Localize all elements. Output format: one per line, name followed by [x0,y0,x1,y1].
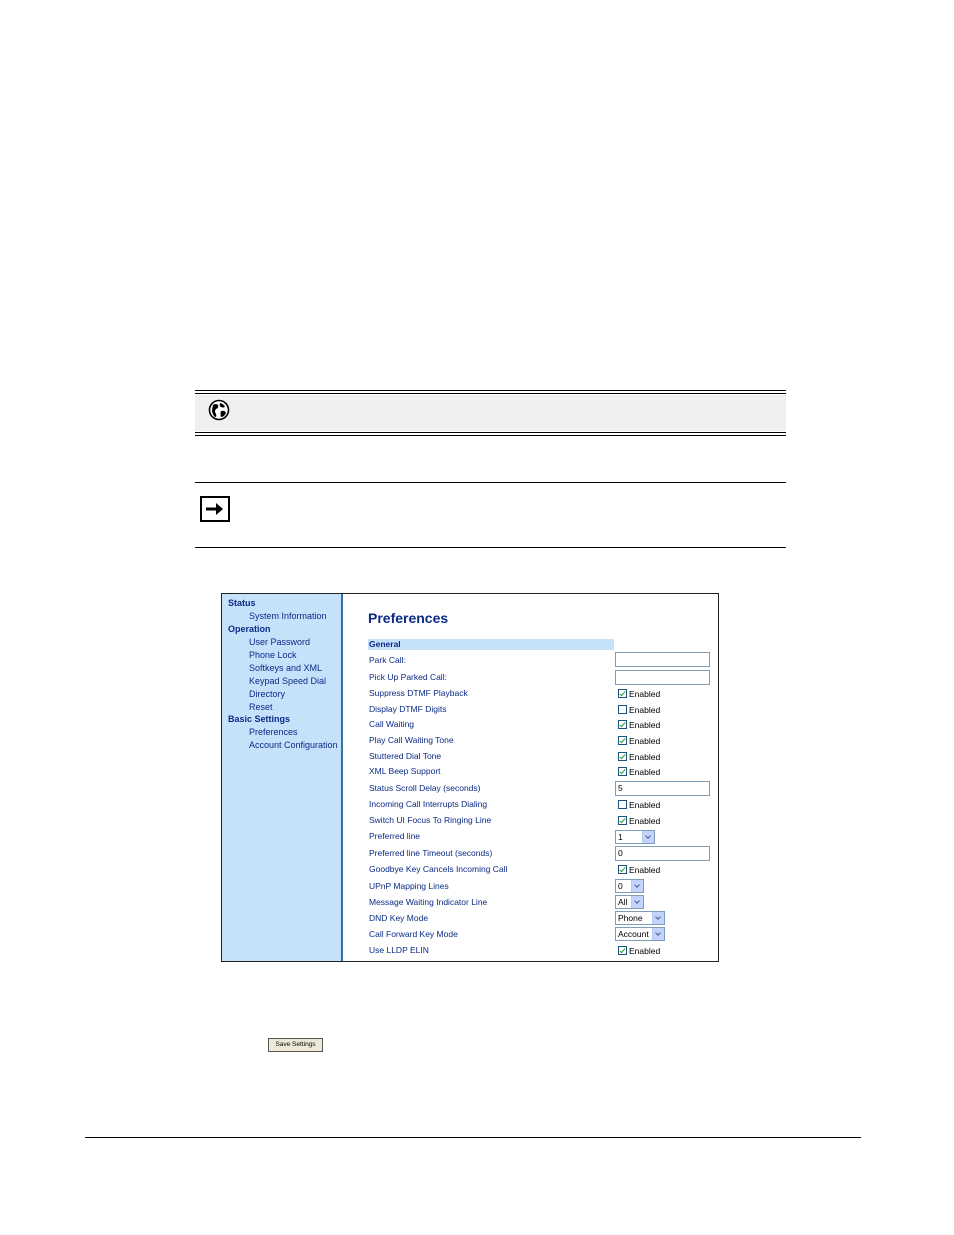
checkbox-box[interactable] [618,767,627,776]
checkbox-box[interactable] [618,816,627,825]
checkbox-label: Enabled [629,720,661,730]
select-value: 1 [618,832,623,842]
label-status-scroll-delay: Status Scroll Delay (seconds) [369,783,481,793]
checkbox-box[interactable] [618,705,627,714]
sidebar-heading-operation[interactable]: Operation [228,624,271,634]
label-switch-ui-focus: Switch UI Focus To Ringing Line [369,815,492,825]
chevron-down-icon[interactable] [631,896,643,908]
sidebar-heading-status[interactable]: Status [228,598,256,608]
label-preferred-line: Preferred line [369,831,421,841]
display-dtmf-checkbox[interactable] [618,705,660,716]
label-play-call-waiting-tone: Play Call Waiting Tone [369,735,454,745]
checkbox-box[interactable] [618,800,627,809]
page-title: Preferences [368,610,449,626]
globe-icon [208,399,230,421]
chevron-down-icon[interactable] [652,928,664,940]
note-rule-top [195,482,786,483]
call-forward-key-mode-select[interactable] [615,927,665,941]
label-goodbye-key: Goodbye Key Cancels Incoming Call [369,864,508,874]
label-mwi-line: Message Waiting Indicator Line [369,897,488,907]
checkbox-label: Enabled [629,736,661,746]
checkbox-label: Enabled [629,816,661,826]
section-header-general: General [368,639,614,650]
sidebar-item-system-information[interactable]: System Information [249,611,327,621]
chevron-down-icon[interactable] [642,831,654,843]
mwi-line-select[interactable] [615,895,644,909]
label-call-forward-key-mode: Call Forward Key Mode [369,929,458,939]
checkbox-box[interactable] [618,720,627,729]
chevron-down-icon[interactable] [631,880,643,892]
switch-ui-focus-checkbox[interactable] [618,816,660,827]
xml-beep-support-checkbox[interactable] [618,767,660,778]
label-suppress-dtmf: Suppress DTMF Playback [369,688,468,698]
dnd-key-mode-select[interactable] [615,911,665,925]
checkbox-label: Enabled [629,689,661,699]
preferred-line-select[interactable] [615,830,655,844]
sidebar-item-user-password[interactable]: User Password [249,637,311,647]
label-pick-up-parked-call: Pick Up Parked Call: [369,672,447,682]
label-call-waiting: Call Waiting [369,719,415,729]
checkbox-box[interactable] [618,689,627,698]
checkbox-label: Enabled [629,705,661,715]
label-display-dtmf: Display DTMF Digits [369,704,447,714]
upnp-mapping-select[interactable] [615,879,644,893]
sidebar-item-preferences[interactable]: Preferences [249,727,298,737]
label-use-lldp-elin: Use LLDP ELIN [369,945,429,955]
note-rule-bottom [195,547,786,548]
suppress-dtmf-checkbox[interactable] [618,689,660,700]
label-park-call: Park Call: [369,655,406,665]
notice-rule-top [195,390,786,394]
sidebar-item-account-configuration[interactable]: Account Configuration [249,740,338,750]
use-lldp-elin-checkbox[interactable] [618,946,660,957]
checkbox-label: Enabled [629,767,661,777]
sidebar-item-softkeys-xml[interactable]: Softkeys and XML [249,663,323,673]
sidebar [222,594,343,961]
chevron-down-icon[interactable] [652,912,664,924]
preferred-line-timeout-input[interactable]: 0 [615,846,710,861]
checkbox-label: Enabled [629,800,661,810]
checkbox-label: Enabled [629,752,661,762]
select-value: All [618,897,628,907]
checkbox-box[interactable] [618,752,627,761]
stuttered-dial-tone-checkbox[interactable] [618,752,660,763]
checkbox-box[interactable] [618,736,627,745]
arrow-right-icon [200,496,230,522]
checkbox-label: Enabled [629,865,661,875]
label-upnp-mapping-lines: UPnP Mapping Lines [369,881,449,891]
notice-rule-bottom [195,432,786,436]
sidebar-item-phone-lock[interactable]: Phone Lock [249,650,297,660]
preferences-screenshot [221,593,719,962]
pick-up-parked-call-input[interactable] [615,670,710,685]
note-box [195,482,786,548]
footer-rule [85,1137,861,1138]
incoming-call-interrupts-checkbox[interactable] [618,800,660,811]
label-preferred-line-timeout: Preferred line Timeout (seconds) [369,848,493,858]
select-value: Account [618,929,649,939]
sidebar-item-keypad-speed-dial[interactable]: Keypad Speed Dial [249,676,327,686]
preferences-panel [343,594,718,961]
select-value: 0 [618,881,623,891]
sidebar-heading-basic-settings[interactable]: Basic Settings [228,714,291,724]
park-call-input[interactable] [615,652,710,667]
call-waiting-checkbox[interactable] [618,720,660,731]
notice-band [195,395,786,431]
select-value: Phone [618,913,643,923]
status-scroll-delay-input[interactable]: 5 [615,781,710,796]
play-call-waiting-tone-checkbox[interactable] [618,736,660,747]
web-ui-notice-bar [195,390,786,436]
goodbye-key-checkbox[interactable] [618,865,660,876]
checkbox-label: Enabled [629,946,661,956]
label-xml-beep-support: XML Beep Support [369,766,441,776]
label-stuttered-dial-tone: Stuttered Dial Tone [369,751,442,761]
sidebar-item-reset[interactable]: Reset [249,702,273,712]
label-incoming-call-interrupts: Incoming Call Interrupts Dialing [369,799,488,809]
save-settings-button[interactable]: Save Settings [268,1038,323,1052]
checkbox-box[interactable] [618,946,627,955]
label-dnd-key-mode: DND Key Mode [369,913,429,923]
checkbox-box[interactable] [618,865,627,874]
sidebar-item-directory[interactable]: Directory [249,689,286,699]
